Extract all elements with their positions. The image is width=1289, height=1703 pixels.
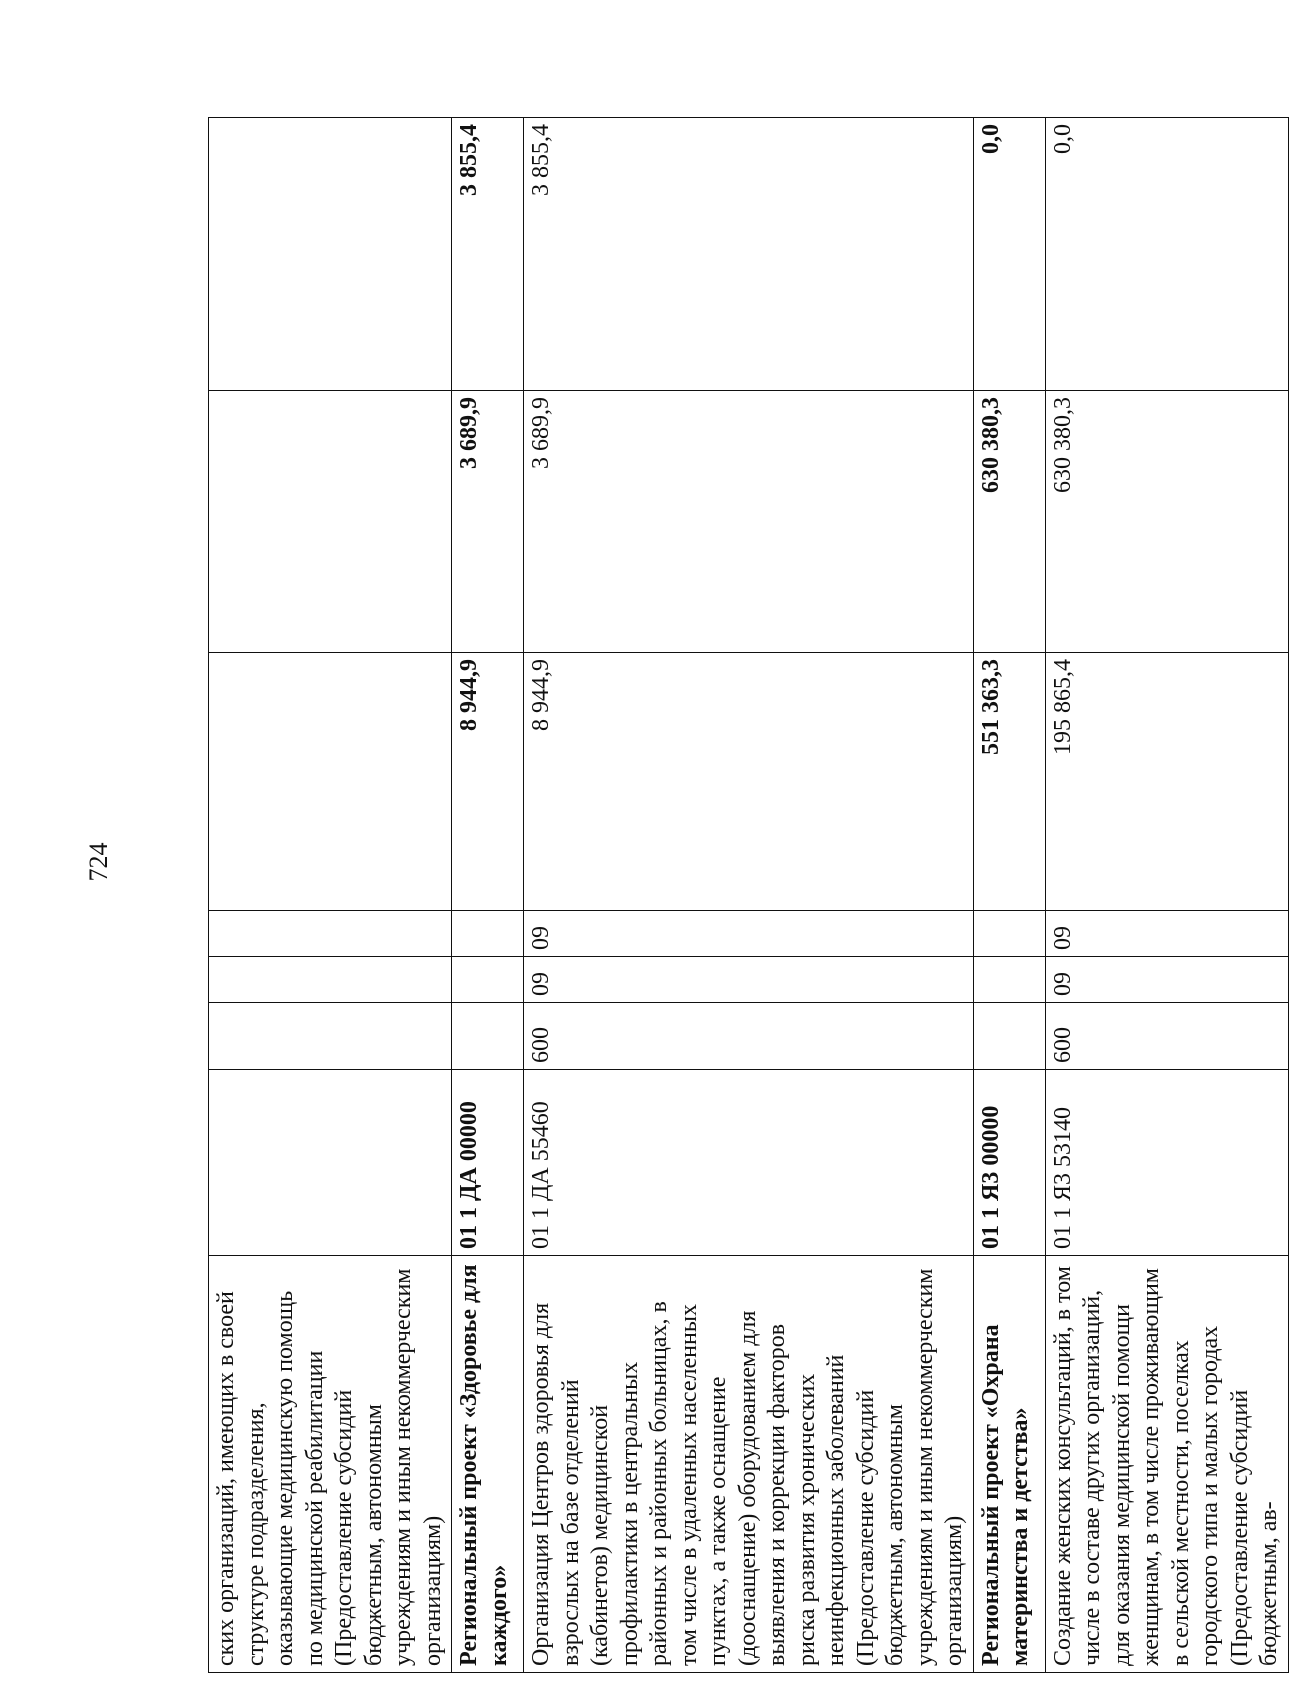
row-rz [209,957,452,1003]
row-value-2: 3 689,9 [452,391,524,653]
row-vr [973,1003,1045,1070]
row-pr [209,911,452,957]
row-vr [452,1003,524,1070]
row-name: Региональный проект «Охрана материнства и детства» [973,1256,1045,1673]
row-rz [452,957,524,1003]
row-value-2 [209,391,452,653]
row-rz [973,957,1045,1003]
table-row [973,118,1045,1673]
row-value-3: 0,0 [1045,118,1288,391]
row-value-1 [209,653,452,911]
row-rz: 09 [524,957,974,1003]
row-name: Организация Центров здоровья для взрослых на базе отделений (кабинетов) медицинской профилактики в центральных районных и районных больницах, в том числе в удаленных населенных пунктах, а также оснащение (дооснащение) оборудованием для выявления и коррекции факторов риска развития хронических неинфекционных заболеваний (Предоставление субсидий бюджетным, автономным учреждениям и иным некоммерческим организациям) [524,1256,974,1673]
page-number: 724 [84,842,113,882]
row-value-3: 3 855,4 [452,118,524,391]
row-value-3 [209,118,452,391]
row-vr [209,1003,452,1070]
budget-table-rotated-wrapper [208,118,1282,1673]
row-value-1: 195 865,4 [1045,653,1288,911]
row-code [209,1070,452,1256]
row-code: 01 1 ДА 55460 [524,1070,974,1256]
row-value-3: 3 855,4 [524,118,974,391]
row-name: Создание женских консультаций, в том числе в составе других организаций, для оказания медицинской помощи женщинам, в том числе проживающим в сельской местности, поселках городского типа и малых городах (Предоставление субсидий бюджетным, ав- [1045,1256,1288,1673]
row-name: ских организаций, имеющих в своей структуре подразделения, оказывающие медицинскую помощь по медицинской реабилитации (Предоставление субсидий бюджетным, автономным учреждениям и иным некоммерческим организациям) [209,1256,452,1673]
row-value-1: 8 944,9 [452,653,524,911]
row-name: Региональный проект «Здоровье для каждого» [452,1256,524,1673]
table-row [1045,118,1288,1673]
table-row [524,118,974,1673]
row-pr [973,911,1045,957]
row-vr: 600 [524,1003,974,1070]
row-pr [452,911,524,957]
row-rz: 09 [1045,957,1288,1003]
row-value-2: 3 689,9 [524,391,974,653]
budget-table [208,117,1289,1673]
row-code: 01 1 Я3 00000 [973,1070,1045,1256]
row-value-2: 630 380,3 [1045,391,1288,653]
table-row [452,118,524,1673]
row-value-3: 0,0 [973,118,1045,391]
row-value-1: 551 363,3 [973,653,1045,911]
row-pr: 09 [1045,911,1288,957]
row-value-2: 630 380,3 [973,391,1045,653]
row-value-1: 8 944,9 [524,653,974,911]
row-code: 01 1 ДА 00000 [452,1070,524,1256]
row-vr: 600 [1045,1003,1288,1070]
row-pr: 09 [524,911,974,957]
row-code: 01 1 Я3 53140 [1045,1070,1288,1256]
table-row [209,118,452,1673]
